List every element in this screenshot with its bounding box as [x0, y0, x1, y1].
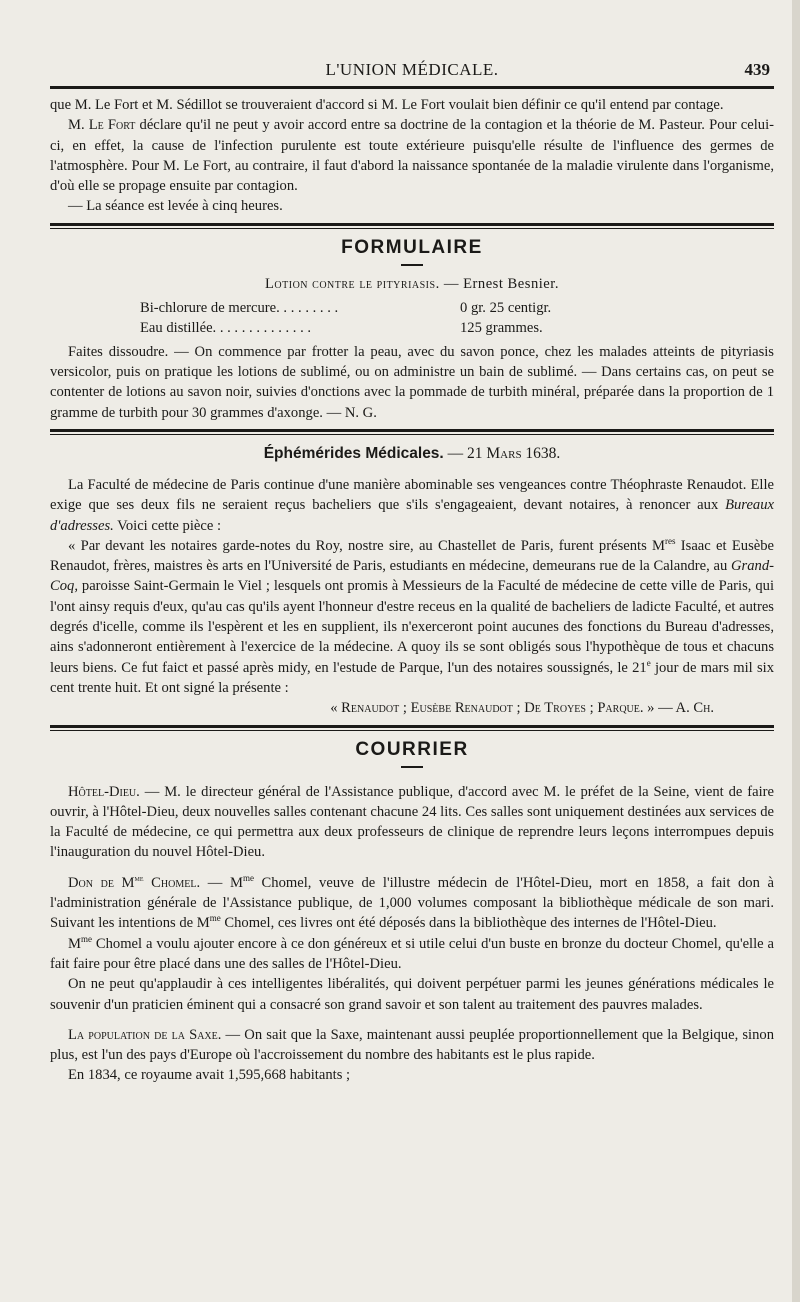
- session-report: [50, 95, 774, 217]
- superscript: me: [80, 933, 92, 944]
- superscript: me: [242, 872, 254, 883]
- news-item: [50, 1025, 774, 1066]
- paragraph-text: jour de mars mil six cent trente huit. Et ont signé la présente :: [50, 659, 774, 696]
- paragraph-text: Chomel, ces livres ont été déposés dans la bibliothèque des internes de l'Hôtel-Dieu.: [220, 915, 717, 932]
- paragraph-text: M: [68, 935, 81, 952]
- paragraph-text: Chomel a voulu ajouter encore à ce don généreux et si utile celui d'un buste en bronze du docteur Chomel, qu'elle a fait faire pour être placé dans une des salles de l'Hôtel-Dieu.: [50, 935, 774, 972]
- formula-author: — Ernest Besnier.: [439, 275, 559, 292]
- paragraph-text: « Par devant les notaires garde-notes du Roy, nostre sire, au Chastellet de Paris, furent présents M: [68, 537, 666, 554]
- paragraph-text: Voici cette pièce :: [113, 517, 222, 534]
- ingredient-quantity: 0 gr. 25 centigr.: [460, 299, 552, 316]
- formula-title: [50, 274, 774, 294]
- section-rule: [50, 429, 774, 435]
- ingredient-list: [140, 298, 600, 338]
- superscript: me: [134, 872, 144, 883]
- ephemerides-section: [50, 443, 774, 719]
- paragraph: — La séance est levée à cinq heures.: [68, 198, 283, 215]
- paragraph-text: Isaac et Eusèbe Renaudot, frères, maistres ès arts en l'Université de Paris, estudiants en médecine, demeurans rue de la Calandre, au: [50, 537, 775, 575]
- superscript: e: [646, 657, 651, 668]
- ingredient-quantity: 125 grammes.: [460, 319, 543, 336]
- section-heading: FORMULAIRE: [341, 236, 483, 258]
- running-head: [50, 50, 774, 84]
- paragraph: En 1834, ce royaume avait 1,595,668 habitants ;: [68, 1067, 351, 1084]
- page-edge: [792, 0, 800, 1302]
- paragraph-text: Chomel, veuve de l'illustre médecin de l'Hôtel-Dieu, mort en 1858, a fait don à l'administration générale de l'Assistance publique, de 1,000 volumes composant la bibliothèque médicale de son mari. Suivant les intentions de M: [50, 874, 774, 932]
- ephemerides-title: Éphémérides Médicales.: [263, 444, 444, 462]
- heading-dash: [401, 264, 423, 266]
- paragraph-text: La Faculté de médecine de Paris continue d'une manière abominable ses vengeances contre Théophraste Renaudot. Elle exige que ses deux fils ne seraient reçus bacheliers que s'ils s'engageaient, devant notaires, à renoncer aux: [50, 476, 774, 514]
- section-heading: [50, 443, 774, 465]
- signatories: « Renaudot ; Eusèbe Renaudot ; De Troyes ; Parque. » — A. Ch.: [330, 700, 714, 717]
- emphasis: Bureaux d'adresses.: [50, 497, 774, 534]
- news-item: [50, 782, 774, 863]
- formulaire-section: [50, 237, 774, 423]
- ingredient-row: [140, 318, 600, 338]
- ephemerides-date: — 21 Mars 1638.: [443, 444, 561, 462]
- courrier-section: [50, 739, 774, 1086]
- quoted-deed: [50, 536, 774, 698]
- news-lead-text: Chomel.: [143, 874, 201, 891]
- paragraph-text: déclare qu'il ne peut y avoir accord entre sa doctrine de la contagion et la théorie de M. Pasteur. Pour celui-ci, en effet, la cause de l'infection purulente est toute extérieure puisqu'elle résulte de l'influence des germes de l'atmosphère. Pour M. Le Fort, au contraire, il faut d'abord la naissance spontanée de la maladie virulente dans l'organisme, d'où elle se propage ensuite par contagion.: [50, 117, 774, 195]
- paragraph: que M. Le Fort et M. Sédillot se trouveraient d'accord si M. Le Fort voulait bien définir ce qu'il entend par contage.: [50, 97, 724, 113]
- paragraph: Faites dissoudre. — On commence par frotter la peau, avec du savon ponce, chez les malades atteints de pityriasis versicolor, puis on pratique les lotions de sublimé, ou on administre un bain de sublimé. — Dans certains cas, on peut se contenter de lotions au savon noir, suivies d'onctions avec la pommade de turbith minéral, préparée dans la proportion de 1 gramme de turbith pour 30 grammes d'axonge. — N. G.: [50, 343, 774, 421]
- news-lead: [68, 872, 201, 891]
- paragraph-text: paroisse Saint-Germain le Viel ; lesquels ont promis à Messieurs de la Faculté de médecine de cette ville de Paris, qui l'ont ainsy requis d'eux, qu'au cas qu'ils ayent l'honneur d'estre receus en la qualité de bacheliers de ladicte Faculté, et autres degrés d'icelle, comme ils l'espèrent et les en supplient, ils n'exerceront point aucunes des fonctions du Bureau d'adresses, ains s'adonneront entièrement à l'exercice de la médecine. A quoy ils se sont obligés sous l'hypothèque de tous et chacuns leurs biens. Ce fut faict et passé après midy, en l'estude de Parque, l'un des notaires soussignés, le 21: [50, 578, 774, 676]
- news-lead: Hôtel-Dieu.: [68, 783, 140, 800]
- section-heading: COURRIER: [355, 738, 469, 760]
- paragraph: [50, 934, 774, 975]
- superscript: res: [665, 536, 676, 546]
- ingredient-row: [140, 298, 600, 318]
- formula-name: Lotion contre le pityriasis.: [265, 275, 440, 292]
- journal-title: L'UNION MÉDICALE.: [325, 60, 499, 79]
- paragraph: [50, 115, 774, 196]
- paragraph: [50, 475, 774, 536]
- news-lead: La population de la Saxe.: [68, 1026, 222, 1043]
- news-lead-text: Don de M: [68, 874, 135, 891]
- news-item: [50, 873, 774, 934]
- superscript: me: [209, 913, 221, 924]
- speaker-name: M. Le Fort: [68, 117, 136, 134]
- paragraph-text: — On sait que la Saxe, maintenant aussi peuplée proportionnellement que la Belgique, sinon plus, est l'un des pays d'Europe où l'accroissement du nombre des habitants est le plus rapide.: [50, 1026, 774, 1064]
- paragraph-text: — M. le directeur général de l'Assistance publique, d'accord avec M. le préfet de la Seine, vient de faire ouvrir, à l'Hôtel-Dieu, deux nouvelles salles contenant chacune 24 lits. Ces salles sont uniquement destinées aux services de la Faculté de médecine, ce qui permettra aux deux professeurs de clinique de reprendre leurs leçons interrompues depuis l'inauguration du nouvel Hôtel-Dieu.: [50, 783, 774, 861]
- ingredient-name: Bi-chlorure de mercure. . . . . . . . .: [140, 299, 339, 316]
- page-number: 439: [744, 60, 770, 79]
- paragraph-text: — M: [200, 874, 243, 891]
- ingredient-name: Eau distillée. . . . . . . . . . . . . .: [140, 319, 312, 336]
- section-rule: [50, 725, 774, 731]
- paragraph: On ne peut qu'applaudir à ces intelligentes libéralités, qui doivent perpétuer parmi les jeunes générations médicales le souvenir d'un praticien éminent qui a consacré son grand savoir et son talent au traitement des pauvres malades.: [50, 976, 774, 1013]
- section-rule: [50, 223, 774, 229]
- emphasis: Grand-Coq,: [50, 558, 774, 595]
- heading-dash: [401, 766, 423, 768]
